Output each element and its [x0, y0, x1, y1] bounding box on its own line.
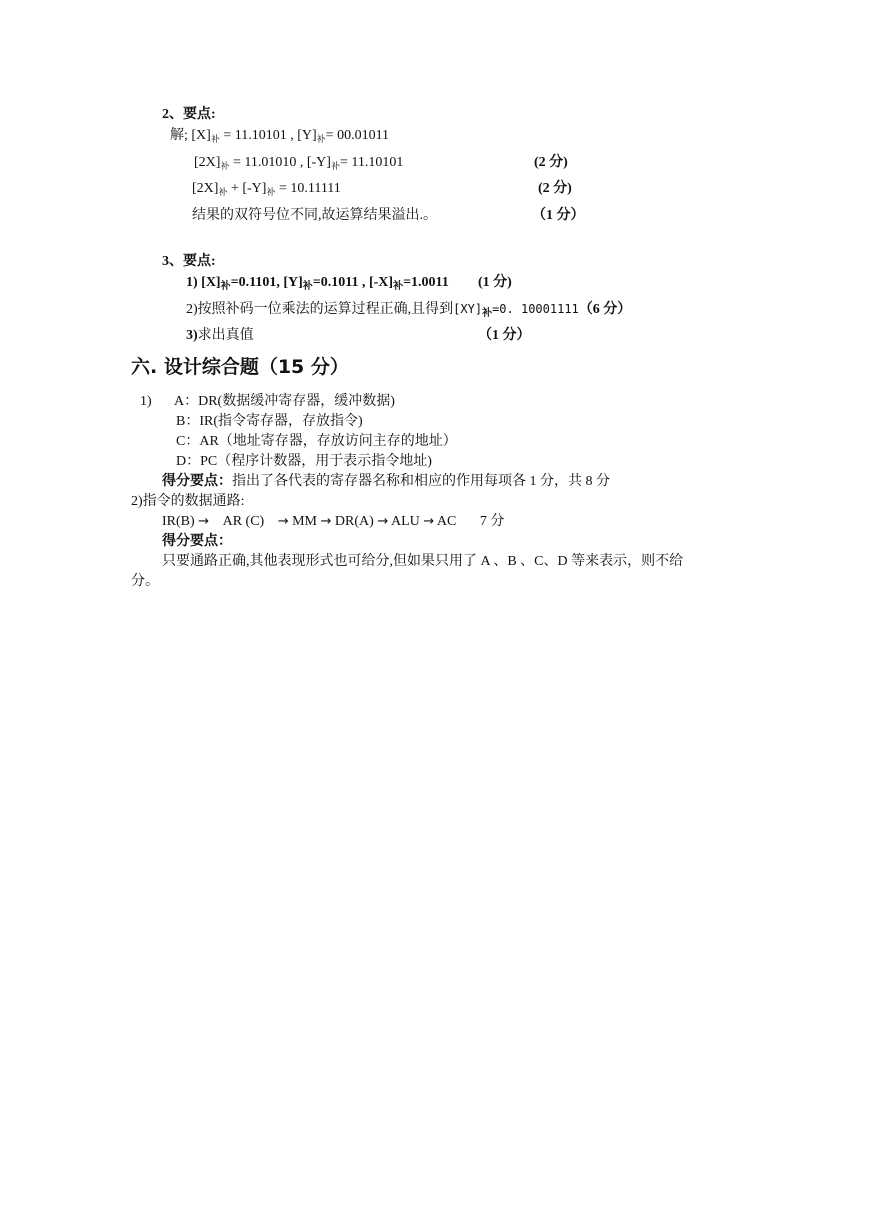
section-3-heading: 3、要点:: [162, 254, 216, 269]
path-node-ac: AC: [436, 514, 457, 529]
s2-line-4-score: （1 分）: [532, 208, 585, 223]
s2-line-4: 结果的双符号位不同,故运算结果溢出.。: [192, 208, 437, 223]
s6-score-2-label: 得分要点：: [162, 534, 232, 549]
s2-l3-text-c: = 10.11111: [275, 181, 341, 196]
s6-score-1-text: 指出了各代表的寄存器名称和相应的作用每项各 1 分，共 8 分: [232, 474, 610, 489]
s6-item-2: 2)指令的数据通路:: [131, 494, 245, 509]
s3-l3-text-a: 3): [186, 328, 198, 343]
s3-line-2: [186, 300, 631, 323]
s2-l2-text-a: [2X]: [194, 155, 221, 170]
s6-item-a: A：DR(数据缓冲寄存器，缓冲数据): [174, 394, 395, 409]
section-2-heading: 2、要点:: [162, 107, 216, 122]
s3-l2-text-b: [XY]: [453, 302, 483, 316]
s6-score-1-label: 得分要点：: [162, 474, 232, 489]
s2-line-2: [194, 154, 403, 175]
path-node-alu: ALU: [390, 514, 420, 529]
path-node-mm: MM: [292, 514, 318, 529]
s3-l1-text-c: =0.1011 , [-X]: [312, 275, 394, 290]
section-6-heading: 六. 设计综合题（15 分）: [131, 356, 349, 378]
s3-l2-text-a: 2)按照补码一位乘法的运算过程正确,且得到: [186, 302, 454, 317]
arrow-right-icon: →: [198, 514, 210, 529]
arrow-right-icon: →: [277, 514, 289, 529]
s3-l2-text-c: =0. 10001111: [492, 302, 579, 316]
s6-item-b: B：IR(指令寄存器，存放指令): [176, 414, 363, 429]
s3-l1-text-b: =0.1101, [Y]: [230, 275, 303, 290]
s2-l2-sub-1: 补: [220, 161, 230, 171]
s2-line-3-score: (2 分): [538, 181, 572, 196]
s2-l1-sub-2: 补: [316, 134, 326, 144]
s6-item-d: D：PC（程序计数器，用于表示指令地址): [176, 454, 432, 469]
arrow-right-icon: →: [423, 514, 435, 529]
path-score: 7 分: [479, 514, 505, 529]
s3-l1-sub-1: 补: [220, 281, 231, 292]
s2-line-2-score: (2 分): [534, 155, 568, 170]
s3-l1-sub-2: 补: [302, 281, 313, 292]
s3-line-1-score: (1 分): [478, 275, 512, 290]
s2-l2-text-c: = 11.10101: [339, 155, 404, 170]
s3-l1-sub-3: 补: [393, 281, 404, 292]
s3-l1-text-a: 1) [X]: [186, 275, 221, 290]
s3-l3-text-b: 求出真值: [197, 328, 254, 343]
s6-score-2-text-2: 分。: [131, 574, 159, 589]
s3-line-3: [186, 327, 254, 345]
arrow-right-icon: →: [320, 514, 332, 529]
path-node-ar: AR (C): [222, 514, 265, 529]
s2-l1-text-b: = 11.10101 , [Y]: [219, 128, 317, 143]
s2-l1-sub-1: 补: [210, 134, 220, 144]
s2-l2-sub-2: 补: [330, 161, 340, 171]
s2-l3-text-a: [2X]: [192, 181, 219, 196]
s6-score-1: [162, 473, 610, 491]
s6-item-c: C：AR（地址寄存器，存放访问主存的地址）: [176, 434, 457, 449]
path-node-dr: DR(A): [334, 514, 374, 529]
s6-item1-number: 1): [140, 394, 152, 409]
s6-score-2-text-1: 只要通路正确,其他表现形式也可给分,但如果只用了 A 、B 、C、D 等来表示，则不给: [162, 554, 684, 569]
s2-line-3: [192, 180, 341, 201]
s2-l3-sub-1: 补: [218, 187, 228, 197]
s2-line-1: [170, 127, 389, 148]
s3-l1-text-d: =1.0011: [403, 275, 449, 290]
s2-l1-text-a: 解; [X]: [170, 128, 211, 143]
s3-line-1: [186, 274, 449, 296]
path-node-ir: IR(B): [162, 514, 195, 529]
s3-line-3-score: （1 分）: [478, 328, 531, 343]
s2-l2-text-b: = 11.01010 , [-Y]: [229, 155, 331, 170]
s2-l3-sub-2: 补: [266, 187, 276, 197]
s3-l2-sub: 补: [482, 308, 493, 319]
s3-l2-score: （6 分）: [578, 302, 632, 317]
s6-data-path: [162, 513, 504, 531]
arrow-right-icon: →: [377, 514, 389, 529]
s2-l1-text-c: = 00.01011: [325, 128, 390, 143]
s2-l3-text-b: + [-Y]: [227, 181, 267, 196]
